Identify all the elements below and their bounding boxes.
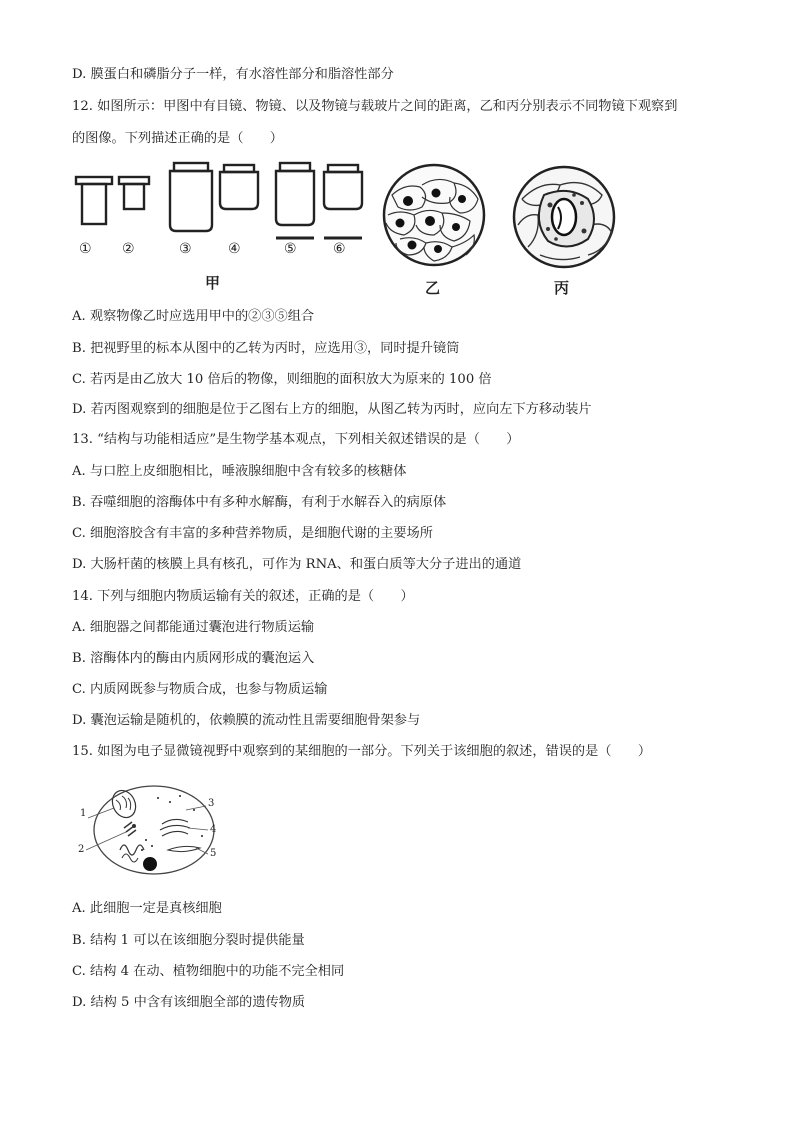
cell-label-2: 2 xyxy=(78,844,85,855)
q12-option-c: C. 若丙是由乙放大 10 倍后的物像，则细胞的面积放大为原来的 100 倍 xyxy=(72,372,492,387)
figure-label-yi: 乙 xyxy=(425,279,441,297)
q13-option-a: A. 与口腔上皮细胞相比，唾液腺细胞中含有较多的核糖体 xyxy=(72,464,407,479)
q14-stem: 14. 下列与细胞内物质运输有关的叙述，正确的是（ ） xyxy=(72,589,414,604)
lens-number-3: ③ xyxy=(179,241,192,257)
q13-option-b: B. 吞噬细胞的溶酶体中有多种水解酶，有利于水解吞入的病原体 xyxy=(72,495,447,510)
q13-stem: 13. “结构与功能相适应”是生物学基本观点，下列相关叙述错误的是（ ） xyxy=(72,432,520,447)
figure-label-jia: 甲 xyxy=(205,274,221,292)
lens-number-5: ⑤ xyxy=(284,241,297,257)
cell-label-4: 4 xyxy=(210,824,217,835)
q15-option-b: B. 结构 1 可以在该细胞分裂时提供能量 xyxy=(72,933,305,948)
q15-cell-figure xyxy=(76,780,226,880)
q12-option-d: D. 若丙图观察到的细胞是位于乙图右上方的细胞，从图乙转为丙时，应向左下方移动装片 xyxy=(72,402,592,417)
electron-micrograph-cell xyxy=(76,780,226,880)
lens-number-6: ⑥ xyxy=(333,241,346,257)
q12-option-a: A. 观察物像乙时应选用甲中的②③⑤组合 xyxy=(72,309,315,324)
q13-option-c: C. 细胞溶胶含有丰富的多种营养物质，是细胞代谢的主要场所 xyxy=(72,526,433,541)
q12-stem-line2: 的图像。下列描述正确的是（ ） xyxy=(72,131,283,146)
figure-label-bing: 丙 xyxy=(554,279,570,297)
q15-option-d: D. 结构 5 中含有该细胞全部的遗传物质 xyxy=(72,995,306,1010)
cell-label-3: 3 xyxy=(208,798,215,809)
lens-number-1: ① xyxy=(79,241,92,257)
cell-label-1: 1 xyxy=(80,808,87,819)
cell-label-5: 5 xyxy=(210,848,217,859)
q14-option-a: A. 细胞器之间都能通过囊泡进行物质运输 xyxy=(72,620,315,635)
q12-option-b: B. 把视野里的标本从图中的乙转为丙时，应选用③，同时提升镜筒 xyxy=(72,341,460,356)
q14-option-b: B. 溶酶体内的酶由内质网形成的囊泡运入 xyxy=(72,651,315,666)
q15-option-c: C. 结构 4 在动、植物细胞中的功能不完全相同 xyxy=(72,964,345,979)
q15-stem: 15. 如图为电子显微镜视野中观察到的某细胞的一部分。下列关于该细胞的叙述，错误的是（ ） xyxy=(72,744,652,759)
q12-figure xyxy=(70,155,625,300)
q15-option-a: A. 此细胞一定是真核细胞 xyxy=(72,901,222,916)
prev-option-d: D. 膜蛋白和磷脂分子一样，有水溶性部分和脂溶性部分 xyxy=(72,67,394,82)
q14-option-c: C. 内质网既参与物质合成，也参与物质运输 xyxy=(72,682,328,697)
lens-number-4: ④ xyxy=(228,241,241,257)
q13-option-d: D. 大肠杆菌的核膜上具有核孔，可作为 RNA、和蛋白质等大分子进出的通道 xyxy=(72,557,522,572)
lens-number-2: ② xyxy=(122,241,135,257)
q12-stem-line1: 12. 如图所示：甲图中有目镜、物镜、以及物镜与载玻片之间的距离，乙和丙分别表示不同物镜下观察到 xyxy=(72,99,678,114)
microscope-lens-diagram xyxy=(70,155,625,300)
q14-option-d: D. 囊泡运输是随机的，依赖膜的流动性且需要细胞骨架参与 xyxy=(72,713,421,728)
